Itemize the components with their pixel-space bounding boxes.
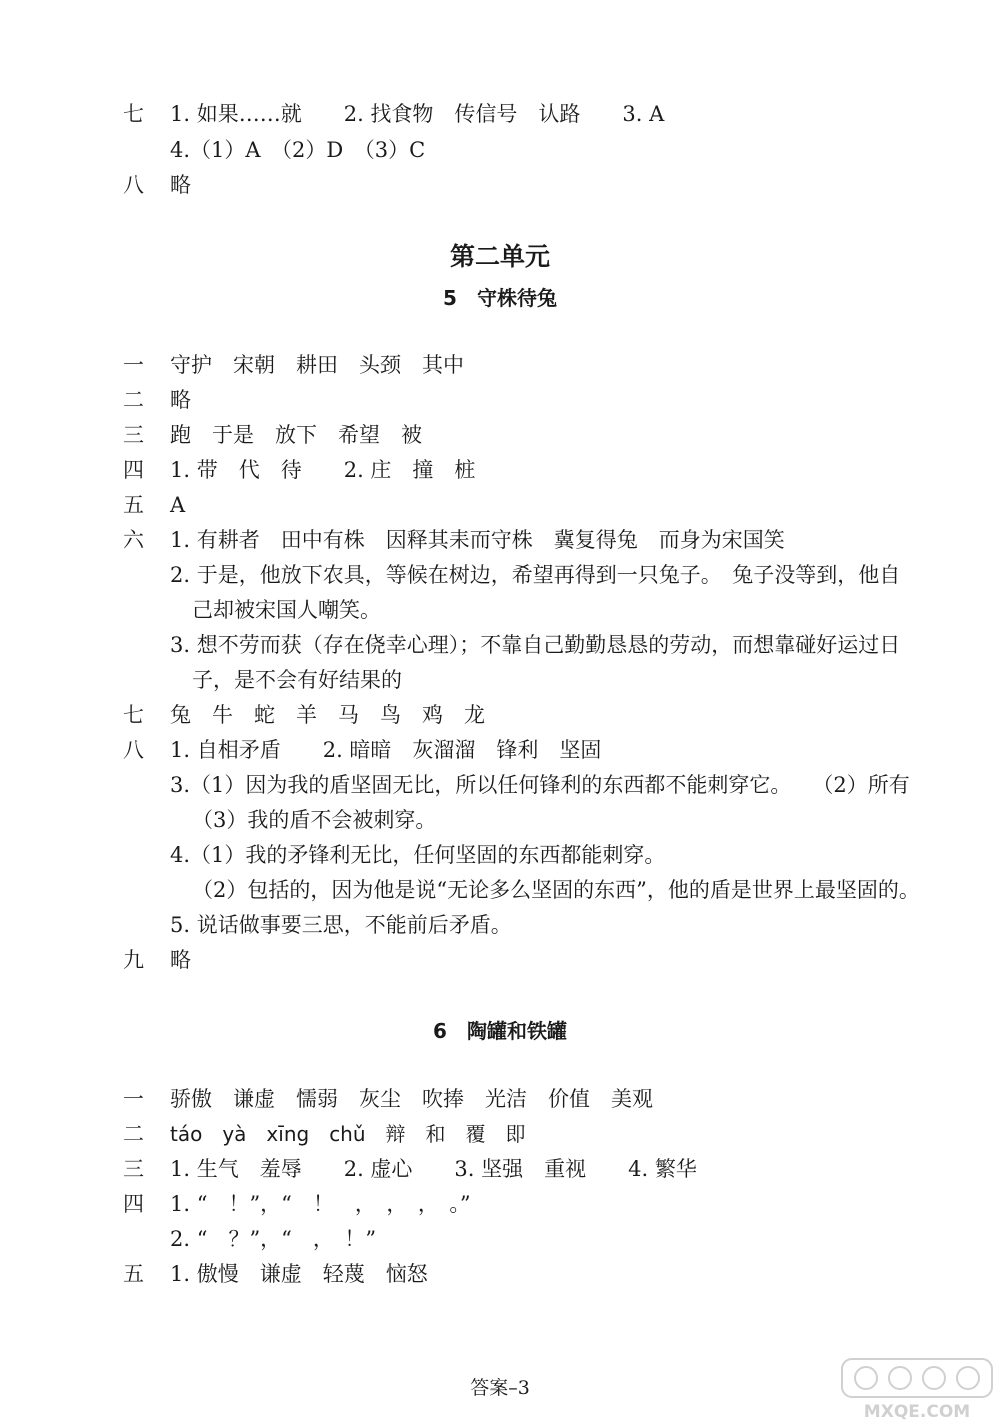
lesson-5-title: 5 守株待兔 <box>443 286 557 310</box>
answer-text: 4.（1）我的矛锋利无比，任何坚固的东西都能刺穿。 <box>170 843 666 867</box>
answer-text: 子，是不会有好结果的 <box>192 668 402 692</box>
question-number: 一 <box>123 1087 144 1111</box>
unit-title: 第二单元 <box>449 242 550 271</box>
question-number: 三 <box>123 423 144 447</box>
answer-text: 3. 想不劳而获（存在侥幸心理）；不靠自己勤勤恳恳的劳动，而想靠碰好运过日 <box>170 633 901 657</box>
question-number: 八 <box>123 738 144 762</box>
answer-text: 2. 于是，他放下农具，等候在树边，希望再得到一只兔子。 兔子没等到，他自 <box>170 563 901 587</box>
answer-text: táo yà xīng chǔ 辩 和 覆 即 <box>170 1122 526 1146</box>
answer-text: 5. 说话做事要三思，不能前后矛盾。 <box>170 913 512 937</box>
answer-text: 4.（1）A （2）D （3）C <box>170 138 426 162</box>
answer-text: 1. 自相矛盾 2. 暗暗 灰溜溜 锋利 坚固 <box>170 738 602 762</box>
answer-text: 1. 傲慢 谦虚 轻蔑 恼怒 <box>170 1262 428 1286</box>
lesson-6-title: 6 陶罐和铁罐 <box>433 1019 567 1043</box>
answer-text: 兔 牛 蛇 羊 马 鸟 鸡 龙 <box>170 703 485 727</box>
answer-text: 1. 带 代 待 2. 庄 撞 桩 <box>170 458 476 482</box>
answer-text: （3）我的盾不会被刺穿。 <box>192 808 437 832</box>
question-number: 九 <box>123 948 144 972</box>
question-number: 一 <box>123 353 144 377</box>
answer-text: 跑 于是 放下 希望 被 <box>170 423 422 447</box>
answer-text: A <box>170 493 186 517</box>
question-number: 七 <box>123 703 144 727</box>
answer-text: 略 <box>170 948 191 972</box>
watermark-logo <box>838 1355 996 1423</box>
answer-text: 略 <box>170 388 191 412</box>
answer-text: 3.（1）因为我的盾坚固无比，所以任何锋利的东西都不能刺穿它。 （2）所有 <box>170 773 910 797</box>
question-number: 二 <box>123 1122 144 1146</box>
answer-text: 1. “ ！”，“ ！ ， ， ， 。” <box>170 1192 471 1216</box>
answer-text: 2. “ ？”，“ ， ！” <box>170 1227 377 1251</box>
question-number: 七 <box>123 102 144 126</box>
answer-text: 1. 如果……就 2. 找食物 传信号 认路 3. A <box>170 102 665 126</box>
question-number: 五 <box>123 1262 144 1286</box>
question-number: 二 <box>123 388 144 412</box>
answer-text: 己却被宋国人嘲笑。 <box>192 598 381 622</box>
answer-text: 骄傲 谦虚 懦弱 灰尘 吹捧 光洁 价值 美观 <box>170 1087 653 1111</box>
answer-text: 守护 宋朝 耕田 头颈 其中 <box>170 353 464 377</box>
answer-text: （2）包括的，因为他是说“无论多么坚固的东西”，他的盾是世界上最坚固的。 <box>192 878 920 902</box>
question-number: 三 <box>123 1157 144 1181</box>
question-number: 八 <box>123 173 144 197</box>
question-number: 四 <box>123 1192 144 1216</box>
answer-text: 略 <box>170 173 191 197</box>
watermark-text: MXQE.COM <box>863 1402 971 1422</box>
question-number: 五 <box>123 493 144 517</box>
page-number: 答案–3 <box>470 1377 530 1399</box>
answer-text: 1. 有耕者 田中有株 因释其耒而守株 冀复得兔 而身为宋国笑 <box>170 528 785 552</box>
question-number: 六 <box>123 528 144 552</box>
question-number: 四 <box>123 458 144 482</box>
answer-text: 1. 生气 羞辱 2. 虚心 3. 坚强 重视 4. 繁华 <box>170 1157 697 1181</box>
